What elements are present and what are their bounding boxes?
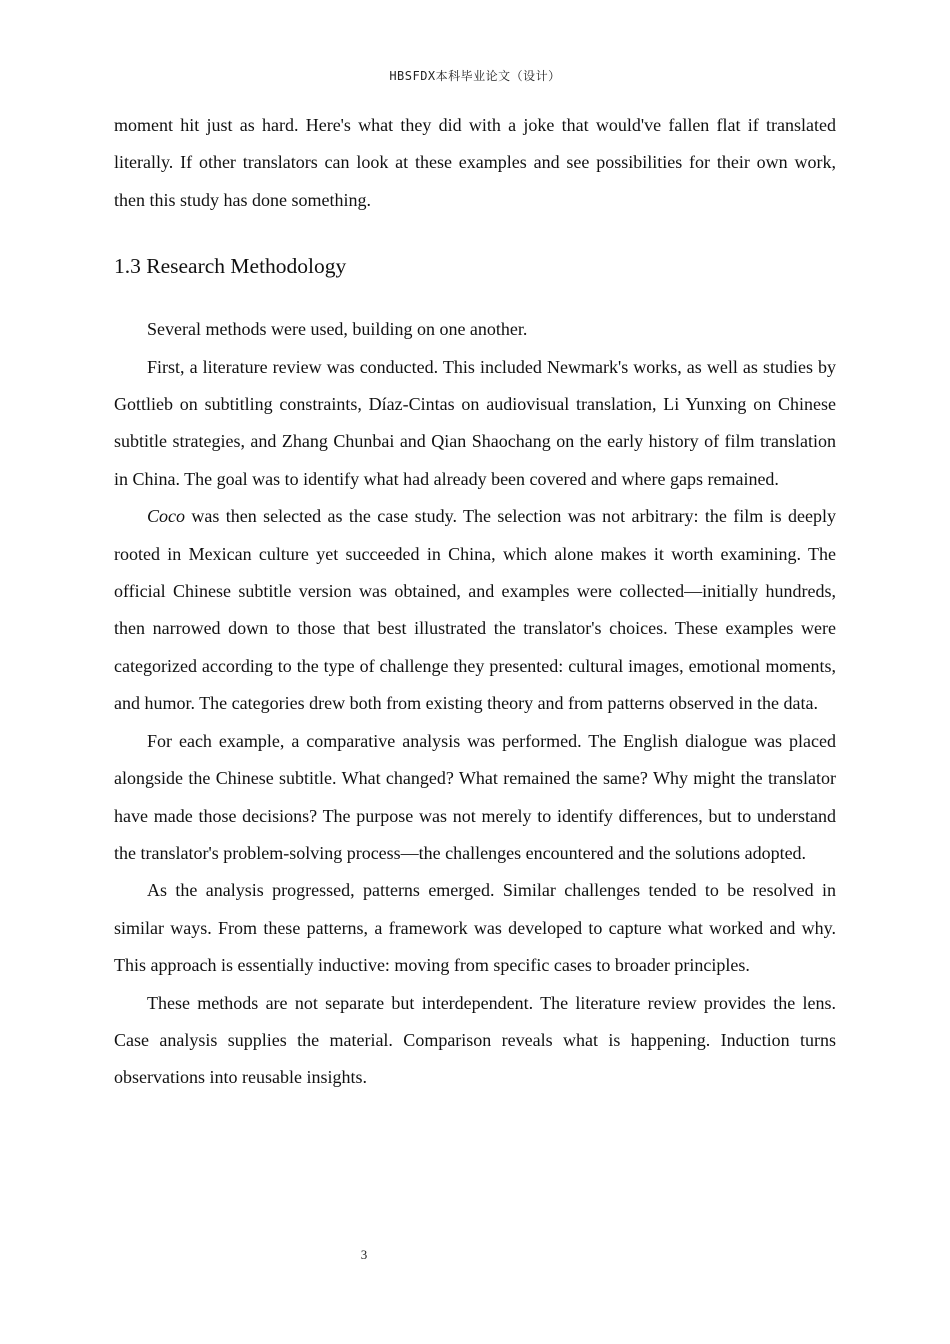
body-paragraph: These methods are not separate but interdependent. The literature review provides the lens. Case analysis supplies the material. Comparison reveals what is happening. Induction turns observations into reusable insights. bbox=[114, 992, 836, 1088]
body-paragraph bbox=[114, 498, 836, 722]
body-paragraph: As the analysis progressed, patterns emerged. Similar challenges tended to be resolved in similar ways. From these patterns, a framework was developed to capture what worked and why. This approach is essentially inductive: moving from specific cases to broader principles. bbox=[114, 880, 836, 976]
running-header: HBSFDX本科毕业论文（设计） bbox=[389, 69, 561, 83]
body-paragraph: Several methods were used, building on one another. bbox=[147, 319, 528, 340]
page-number: 3 bbox=[360, 1247, 368, 1262]
body-paragraph: First, a literature review was conducted. This included Newmark's works, as well as studies by Gottlieb on subtitling constraints, Díaz-Cintas on audiovisual translation, Li Yunxing on Chinese subtitle strategies, and Zhang Chunbai and Qian Shaochang on the early history of film translation in China. The goal was to identify what had already been covered and where gaps remained. bbox=[114, 356, 836, 489]
continued-paragraph: moment hit just as hard. Here's what they did with a joke that would've fallen flat if translated literally. If other translators can look at these examples and see possibilities for their own work, then this study has done something. bbox=[114, 115, 836, 210]
paragraph-text: was then selected as the case study. The selection was not arbitrary: the film is deeply rooted in Mexican culture yet succeeded in China, which alone makes it worth examining. The official Chinese subtitle version was obtained, and examples were collected—initially hundreds, then narrowed down to those that best illustrated the translator's choices. These examples were categorized according to the type of challenge they presented: cultural images, emotional moments, and humor. The categories drew both from existing theory and from patterns observed in the data. bbox=[114, 506, 836, 714]
section-heading: 1.3 Research Methodology bbox=[114, 254, 347, 279]
film-title: Coco bbox=[147, 506, 185, 527]
page-body bbox=[114, 107, 836, 1097]
body-paragraph: For each example, a comparative analysis was performed. The English dialogue was placed alongside the Chinese subtitle. What changed? What remained the same? Why might the translator have made those decisions? The purpose was not merely to identify differences, but to understand the translator's problem-solving process—the challenges encountered and the solutions adopted. bbox=[114, 730, 836, 863]
